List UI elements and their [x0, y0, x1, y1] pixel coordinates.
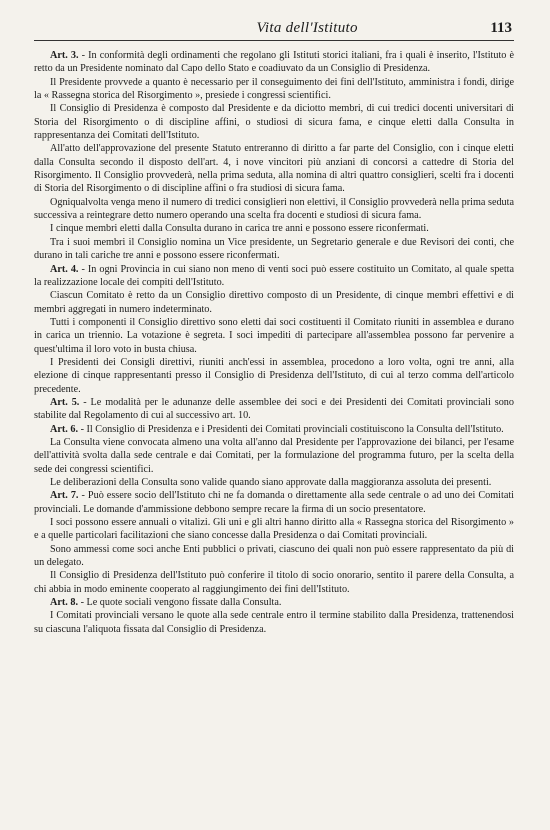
paragraph-text: La Consulta viene convocata almeno una volta all'anno dal Presidente per l'approvazione dei bilanci, per l'esame dell'attività svolta dalla sede centrale e dai Comitati, per la formulazione del programma futuro, per la scelta della sede dei congressi scientifici.	[34, 436, 514, 475]
paragraph-text: Ciascun Comitato è retto da un Consiglio direttivo composto di un Presidente, di cinque membri effettivi e di membri aggregati in numero indeterminato.	[34, 290, 514, 315]
paragraph	[34, 569, 514, 596]
paragraph-text: Tra i suoi membri il Consiglio nomina un Vice presidente, un Segretario generale e due Revisori dei conti, che durano in tali cariche tre anni e possono essere riconfermati.	[34, 236, 514, 262]
paragraph-text: Il Consiglio di Presidenza dell'Istituto può conferire il titolo di socio onorario, sentito il parere della Consulta, a chi abbia in modo eminente cooperato al raggiungimento dei fini dell'Istituto.	[34, 570, 514, 595]
paragraph	[34, 102, 514, 142]
article-number: Art. 4.	[50, 263, 79, 275]
paragraph-text: Sono ammessi come soci anche Enti pubblici o privati, ciascuno dei quali non può essere rappresentato da più di un delegato.	[34, 543, 514, 569]
paragraph-text: - Le quote sociali vengono fissate dalla Consulta.	[80, 597, 282, 609]
paragraph-text: Le deliberazioni della Consulta sono valide quando siano approvate dalla maggioranza assoluta dei presenti.	[50, 477, 492, 488]
paragraph	[34, 222, 514, 235]
paragraph-text: I soci possono essere annuali o vitalizi. Gli uni e gli altri hanno diritto alla « Rassegna storica del Risorgimento » e a quelle particolari facilitazioni che siano concesse dalla Presidenza o dai Comitati provinciali.	[34, 517, 514, 542]
paragraph	[34, 236, 514, 263]
article-number: Art. 7.	[50, 490, 79, 502]
paragraph	[34, 516, 514, 543]
paragraph-text: All'atto dell'approvazione del presente Statuto entreranno di diritto a far parte del Consiglio, con i cinque eletti dalla Consulta secondo il disposto dell'art. 4, i nove vincitori più anziani di concorsi a cattedre di Storia del Risorgimento. Il Consiglio provvederà, nella prima seduta, alla nomina di altri quattro consiglieri, scelti fra i docenti di Storia del Risorgimento o di discipline affini o fra studiosi di sicura fama.	[34, 143, 514, 195]
paragraph	[34, 196, 514, 223]
paragraph-text: - In conformità degli ordinamenti che regolano gli Istituti storici italiani, fra i quali è inserito, l'Istituto è retto da un Presidente nominato dal Capo dello Stato e coadiuvato da un Consiglio di Presidenza.	[34, 50, 515, 75]
paragraph	[34, 356, 514, 396]
paragraph-text: I Comitati provinciali versano le quote alla sede centrale entro il termine stabilito dalla Presidenza, trattenendosi su ciascuna l'aliquota fissata dal Consiglio di Presidenza.	[34, 610, 514, 635]
statute-text	[34, 49, 514, 636]
paragraph	[34, 76, 514, 103]
running-header	[34, 20, 514, 41]
paragraph	[34, 609, 514, 636]
article-number: Art. 3.	[50, 50, 79, 61]
page-number: 113	[490, 20, 512, 36]
paragraph-text: I Presidenti dei Consigli direttivi, riuniti anch'essi in assemblea, procedono a loro volta, ogni tre anni, alla elezione di cinque rappresentanti presso il Consiglio di Presidenza dell'Istituto, di cui al terzo comma dell'articolo precedente.	[34, 356, 514, 395]
paragraph-text: - Le modalità per le adunanze delle assemblee dei soci e dei Presidenti dei Comitati provinciali sono stabilite dal Regolamento di cui al successivo art. 10.	[34, 396, 514, 422]
running-title: Vita dell'Istituto	[256, 20, 358, 36]
paragraph-text: I cinque membri eletti dalla Consulta durano in carica tre anni e possono essere riconfermati.	[50, 223, 429, 235]
paragraph-text: - Può essere socio dell'Istituto chi ne fa domanda o direttamente alla sede centrale o ad uno dei Comitati provinciali. Le domande d'ammissione debbono sempre recare la firma di un socio presentatore.	[34, 490, 514, 515]
paragraph-text: Ogniqualvolta venga meno il numero di tredici consiglieri non elettivi, il Consiglio provvederà nella prima seduta successiva a reintegrare detto numero operando una scelta fra docenti e studiosi di sicura fama.	[34, 196, 514, 222]
paragraph-text: - In ogni Provincia in cui siano non meno di venti soci può essere costituito un Comitato, al quale spetta la realizzazione locale dei compiti dell'Istituto.	[34, 263, 515, 288]
paragraph-text: Il Consiglio di Presidenza è composto dal Presidente e da diciotto membri, di cui tredici docenti universitari di Storia del Risorgimento o di discipline affini, o studiosi di sicura fama, e cinque eletti dalla Consulta in rappresentanza dei Comitati dell'Istituto.	[34, 103, 514, 142]
article-paragraph	[34, 423, 514, 436]
paragraph	[34, 436, 514, 476]
paragraph	[34, 142, 514, 195]
article-number: Art. 8.	[50, 597, 79, 609]
article-number: Art. 6.	[50, 423, 79, 435]
paragraph-text: Il Presidente provvede a quanto è necessario per il conseguimento dei fini dell'Istituto, amministra i fondi, dirige la « Rassegna storica del Risorgimento », presiede i congressi scientifici.	[34, 76, 514, 102]
paragraph	[34, 543, 514, 570]
paragraph	[34, 289, 514, 316]
paragraph-text: Tutti i componenti il Consiglio direttivo sono eletti dai soci costituenti il Comitato riuniti in assemblea e durano in carica un triennio. La votazione è segreta. I soci impediti di partecipare all'assemblea possono far pervenire a quest'ultima il loro voto in busta chiusa.	[34, 316, 514, 355]
article-paragraph	[34, 489, 514, 516]
article-paragraph	[34, 596, 514, 609]
article-paragraph	[34, 396, 514, 423]
article-paragraph	[34, 49, 514, 76]
paragraph-text: - Il Consiglio di Presidenza e i Presidenti dei Comitati provinciali costituiscono la Consulta dell'Istituto.	[80, 423, 504, 435]
paragraph	[34, 316, 514, 356]
article-paragraph	[34, 263, 514, 290]
paragraph	[34, 476, 514, 489]
article-number: Art. 5.	[50, 396, 80, 408]
